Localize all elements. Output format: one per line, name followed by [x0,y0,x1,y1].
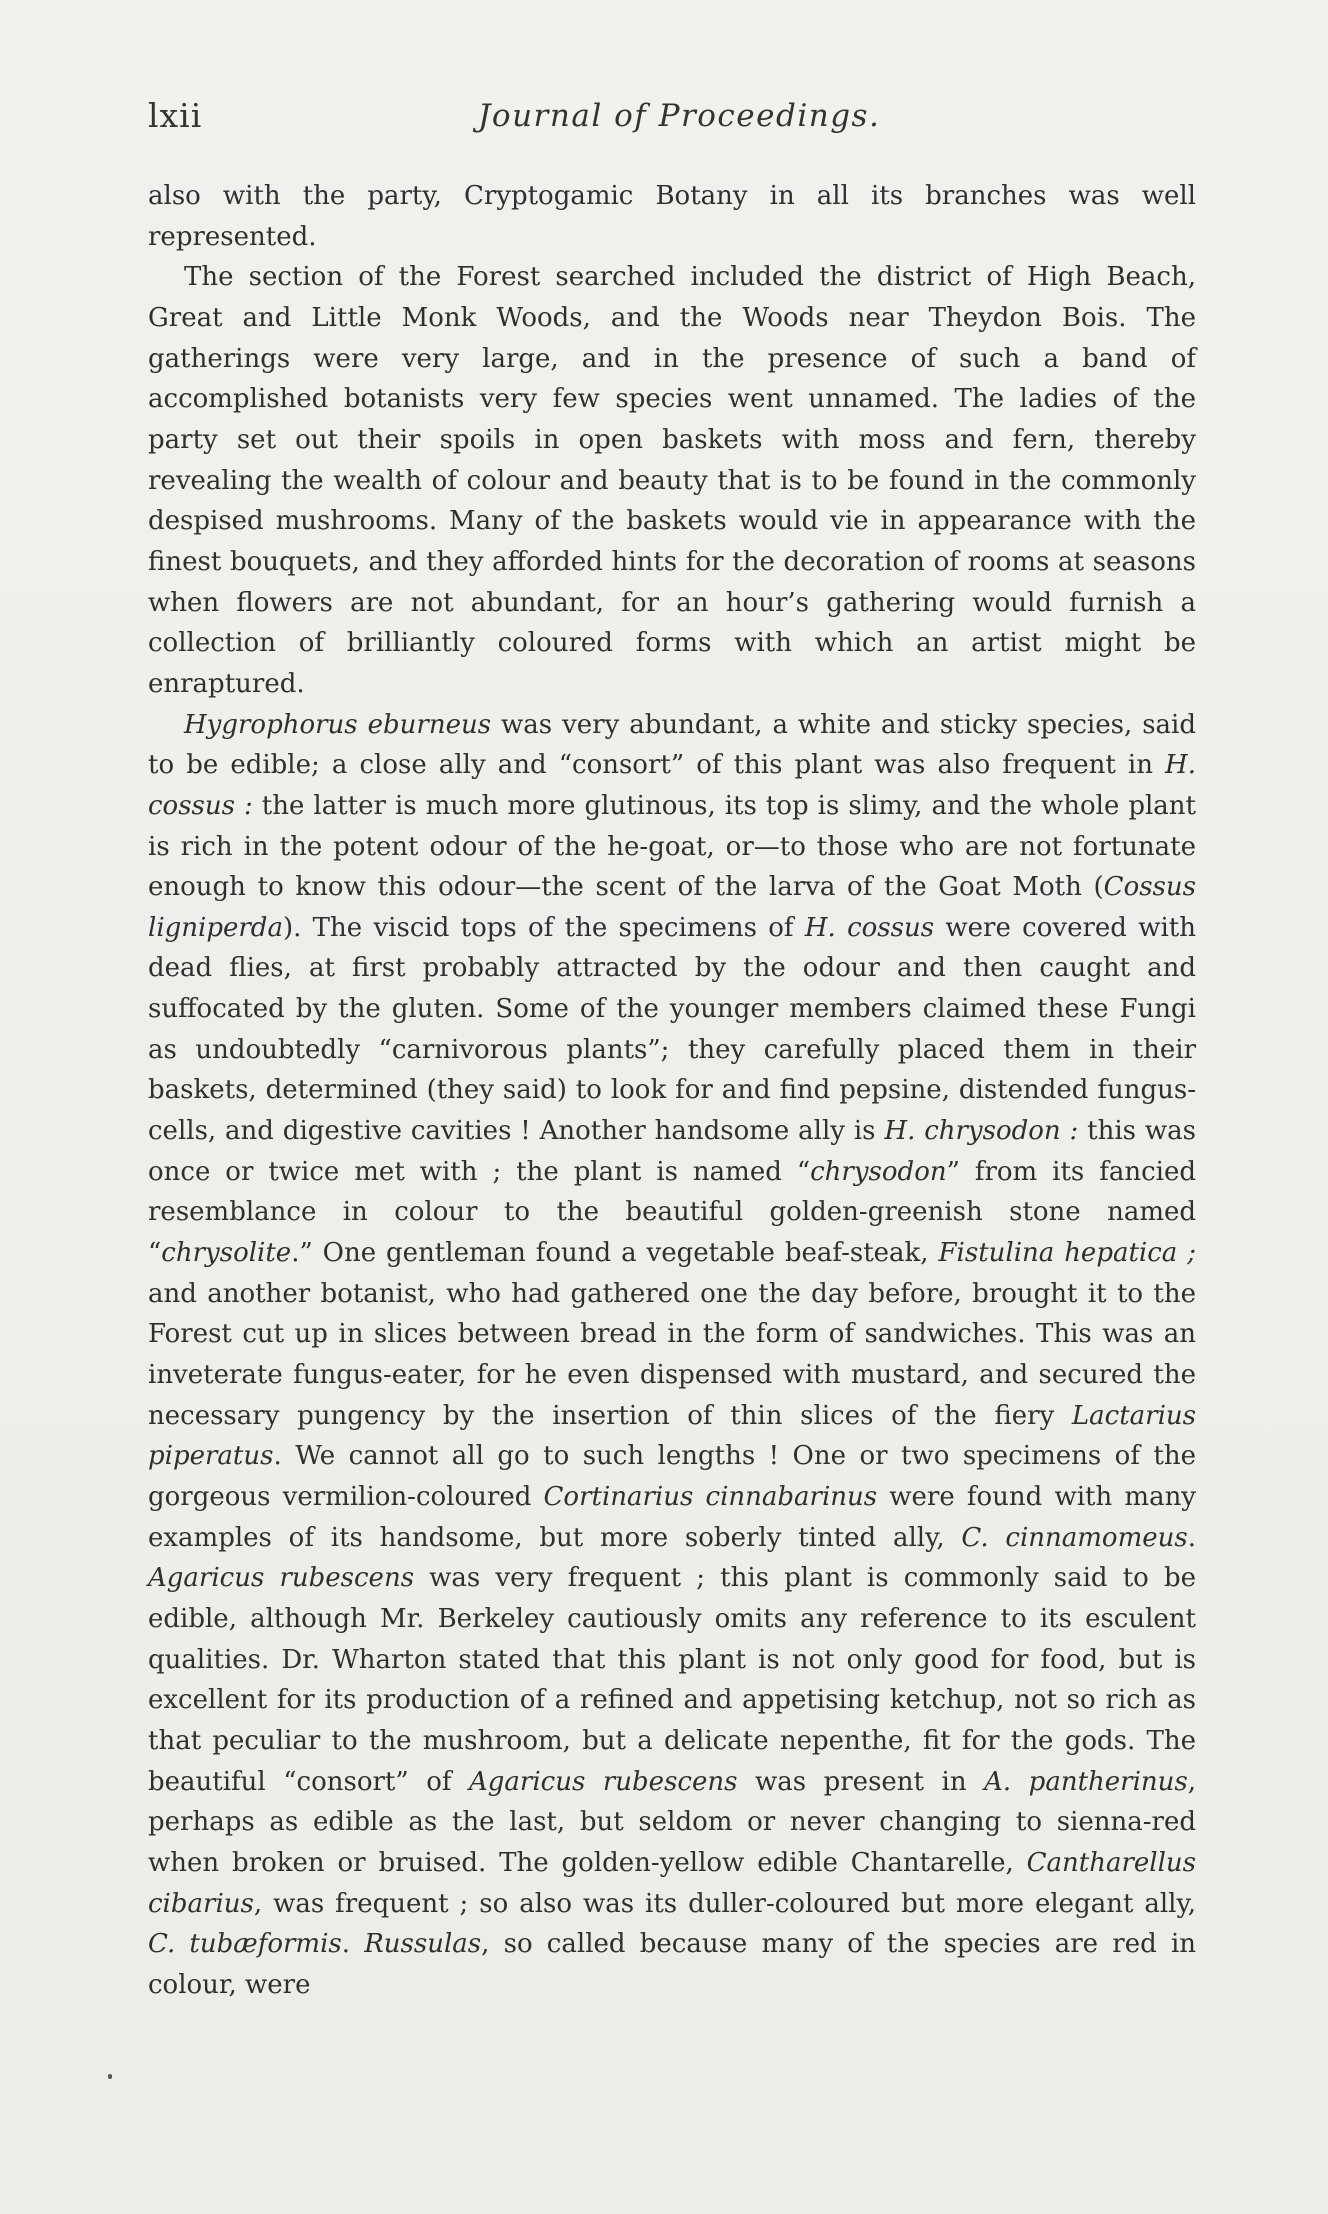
text-run: ” from its fancied resemblance in colour to the beautiful golden-greenish stone named “ [148,1156,1197,1269]
italic-run: Cortinarius cinnabarinus [543,1482,878,1512]
italic-run: Lactarius piperatus [148,1400,1196,1472]
text-run: was very abundant, a white and sticky species, said to be edible; a close ally and “consort” of this plant was also frequent in [148,709,1196,781]
text-run: was present in [737,1766,985,1797]
running-title: Journal of Proceedings. [478,98,881,134]
paragraph [148,176,1196,257]
print-speck [108,2074,112,2079]
text-run: . [341,1929,365,1960]
italic-run: H. cossus [804,912,935,943]
italic-run: Agaricus rubescens [148,1563,415,1594]
text-run: this was once or twice met with ; the plant is named “ [148,1116,1196,1187]
text-run: also with the party, Cryptogamic Botany in all its branches was well represented. [148,181,1196,252]
text-run: were found with many examples of its handsome, but more soberly tinted ally, [148,1482,1196,1553]
italic-run: Cantharellus cibarius [148,1847,1196,1919]
page-header [148,96,1188,146]
italic-run: H. cossus : [148,750,1196,821]
italic-run: C. tubæformis [148,1929,342,1960]
text-run: .” One gentleman found a vegetable beaf-steak, [291,1238,939,1269]
text-run: ). The viscid tops of the specimens of [282,912,805,943]
text-run: , so called because many of the species are red in colour, were [148,1929,1197,2000]
text-run: the latter is much more glutinous, its top is slimy, and the whole plant is rich in the potent odour of the he-goat, or—to those who are not fortunate enough to know this odour—the scent of the larva of the Goat Moth ( [148,790,1197,903]
body-text [148,176,1196,2006]
text-run: were covered with dead flies, at first probably attracted by the odour and then caught and suffocated by the gluten. Some of the younger members claimed these Fungi as undoubtedly “carnivorous plants”; they carefully placed them in their baskets, determined (they said) to look for and find pepsine, distended fungus-cells, and digestive cavities ! Another handsome ally is [148,912,1196,1147]
italic-run: Hygrophorus eburneus [184,709,492,740]
italic-run: chrysodon [810,1156,947,1187]
text-run: . [1187,1522,1196,1553]
italic-run: Fistulina hepatica ; [938,1238,1196,1269]
italic-run: Russulas [364,1929,482,1960]
text-run: and another botanist, who had gathered one the day before, brought it to the Forest cut up in slices between bread in the form of sandwiches. This was an inveterate fungus-eater, for he even dispensed with mustard, and secured the necessary pungency by the insertion of thin slices of the fiery [148,1278,1196,1431]
italic-run: Agaricus rubescens [469,1766,738,1797]
page-number: lxii [148,96,203,135]
text-run: was very frequent ; this plant is commonly said to be edible, although Mr. Berkeley cautiously omits any reference to its esculent qualities. Dr. Wharton stated that this plant is not only good for food, but is excellent for its production of a refined and appetising ketchup, not so rich as that peculiar to the mushroom, but a delicate nepenthe, fit for the gods. The beautiful “consort” of [148,1563,1196,1797]
text-run: , was frequent ; so also was its duller-coloured but more elegant ally, [253,1888,1196,1919]
text-run: The section of the Forest searched included the district of High Beach, Great and Little Monk Woods, and the Woods near Theydon Bois. The gatherings were very large, and in the presence of such a band of accomplished botanists very few species went unnamed. The ladies of the party set out their spoils in open baskets with moss and fern, thereby revealing the wealth of colour and beauty that is to be found in the commonly despised mushrooms. Many of the baskets would vie in appearance with the finest bouquets, and they afforded hints for the decoration of rooms at seasons when flowers are not abundant, for an hour’s gathering would furnish a collection of brilliantly coloured forms with which an artist might be enraptured. [148,262,1196,699]
text-run: . We cannot all go to such lengths ! One or two specimens of the gorgeous vermilion-coloured [148,1441,1196,1512]
italic-run: H. chrysodon : [884,1116,1079,1147]
paragraph [148,257,1196,704]
italic-run: Cossus ligniperda [148,872,1196,943]
italic-run: chrysolite [161,1238,292,1269]
italic-run: C. cinnamomeus [961,1522,1188,1553]
text-run: , perhaps as edible as the last, but seldom or never changing to sienna-red when broken or bruised. The golden-yellow edible Chantarelle, [148,1766,1196,1878]
paragraph [148,705,1196,2006]
italic-run: A. pantherinus [984,1766,1188,1797]
